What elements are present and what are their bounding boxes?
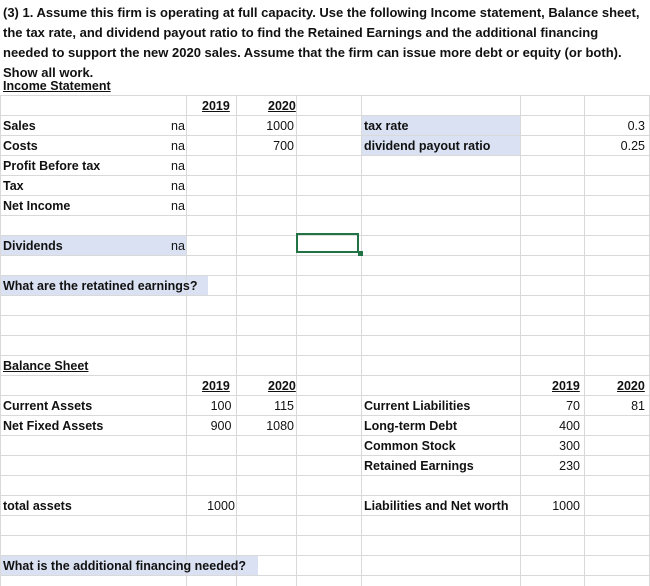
costs-2019: na bbox=[171, 139, 185, 153]
bs-assets-year-2020: 2020 bbox=[268, 379, 296, 393]
bs-assets-year-2019: 2019 bbox=[202, 379, 230, 393]
common-stock-2019: 300 bbox=[559, 439, 580, 453]
retained-earnings-label: Retained Earnings bbox=[364, 459, 474, 473]
bs-liab-year-2020: 2020 bbox=[617, 379, 645, 393]
row-label-dividends: Dividends bbox=[3, 239, 63, 253]
net-fixed-assets-2020: 1080 bbox=[266, 419, 294, 433]
sales-2019: na bbox=[171, 119, 185, 133]
balance-sheet-title: Balance Sheet bbox=[3, 359, 89, 373]
income-year-2020: 2020 bbox=[268, 99, 296, 113]
liabilities-net-worth-label: Liabilities and Net worth bbox=[364, 499, 509, 513]
income-year-2019: 2019 bbox=[202, 99, 230, 113]
long-term-debt-2019: 400 bbox=[559, 419, 580, 433]
current-assets-2020: 115 bbox=[274, 399, 294, 413]
problem-statement: (3) 1. Assume this firm is operating at full capacity. Use the following Income statement, Balance sheet, the tax rate, and dividend payout ratio to find the Retained Earnings and the additional financing needed to support the new 2020 sales. Assume that the firm can issue more debt or equity (or both). Show all work. bbox=[3, 3, 647, 83]
active-cell-selection[interactable] bbox=[296, 233, 359, 253]
tax-2019: na bbox=[171, 179, 185, 193]
retained-earnings-2019: 230 bbox=[559, 459, 580, 473]
liabilities-net-worth-2019: 1000 bbox=[552, 499, 580, 513]
pbt-2019: na bbox=[171, 159, 185, 173]
net-fixed-assets-label: Net Fixed Assets bbox=[3, 419, 104, 433]
current-liabilities-label: Current Liabilities bbox=[364, 399, 471, 413]
retained-earnings-question: What are the retatined earnings? bbox=[3, 279, 198, 293]
income-statement-title: Income Statement bbox=[3, 79, 111, 93]
tax-rate-value: 0.3 bbox=[627, 119, 645, 133]
bs-liab-year-2019: 2019 bbox=[552, 379, 580, 393]
current-liabilities-2020: 81 bbox=[631, 399, 645, 413]
row-label-net-income: Net Income bbox=[3, 199, 71, 213]
net-income-2019: na bbox=[171, 199, 185, 213]
net-fixed-assets-2019: 900 bbox=[210, 419, 232, 433]
common-stock-label: Common Stock bbox=[364, 439, 456, 453]
total-assets-2019: 1000 bbox=[207, 499, 235, 513]
current-assets-2019: 100 bbox=[210, 399, 232, 413]
payout-ratio-label: dividend payout ratio bbox=[364, 139, 491, 153]
payout-ratio-value: 0.25 bbox=[620, 139, 645, 153]
current-assets-label: Current Assets bbox=[3, 399, 93, 413]
row-label-costs: Costs bbox=[3, 139, 38, 153]
additional-financing-question: What is the additional financing needed? bbox=[3, 559, 247, 573]
total-assets-label: total assets bbox=[3, 499, 72, 513]
dividends-2019: na bbox=[171, 239, 185, 253]
row-label-profit-before-tax: Profit Before tax bbox=[3, 159, 101, 173]
current-liabilities-2019: 70 bbox=[566, 399, 580, 413]
sales-2020: 1000 bbox=[266, 119, 294, 133]
fill-handle[interactable] bbox=[358, 251, 363, 256]
costs-2020: 700 bbox=[273, 139, 294, 153]
row-label-tax: Tax bbox=[3, 179, 24, 193]
tax-rate-label: tax rate bbox=[364, 119, 409, 133]
row-label-sales: Sales bbox=[3, 119, 36, 133]
long-term-debt-label: Long-term Debt bbox=[364, 419, 458, 433]
